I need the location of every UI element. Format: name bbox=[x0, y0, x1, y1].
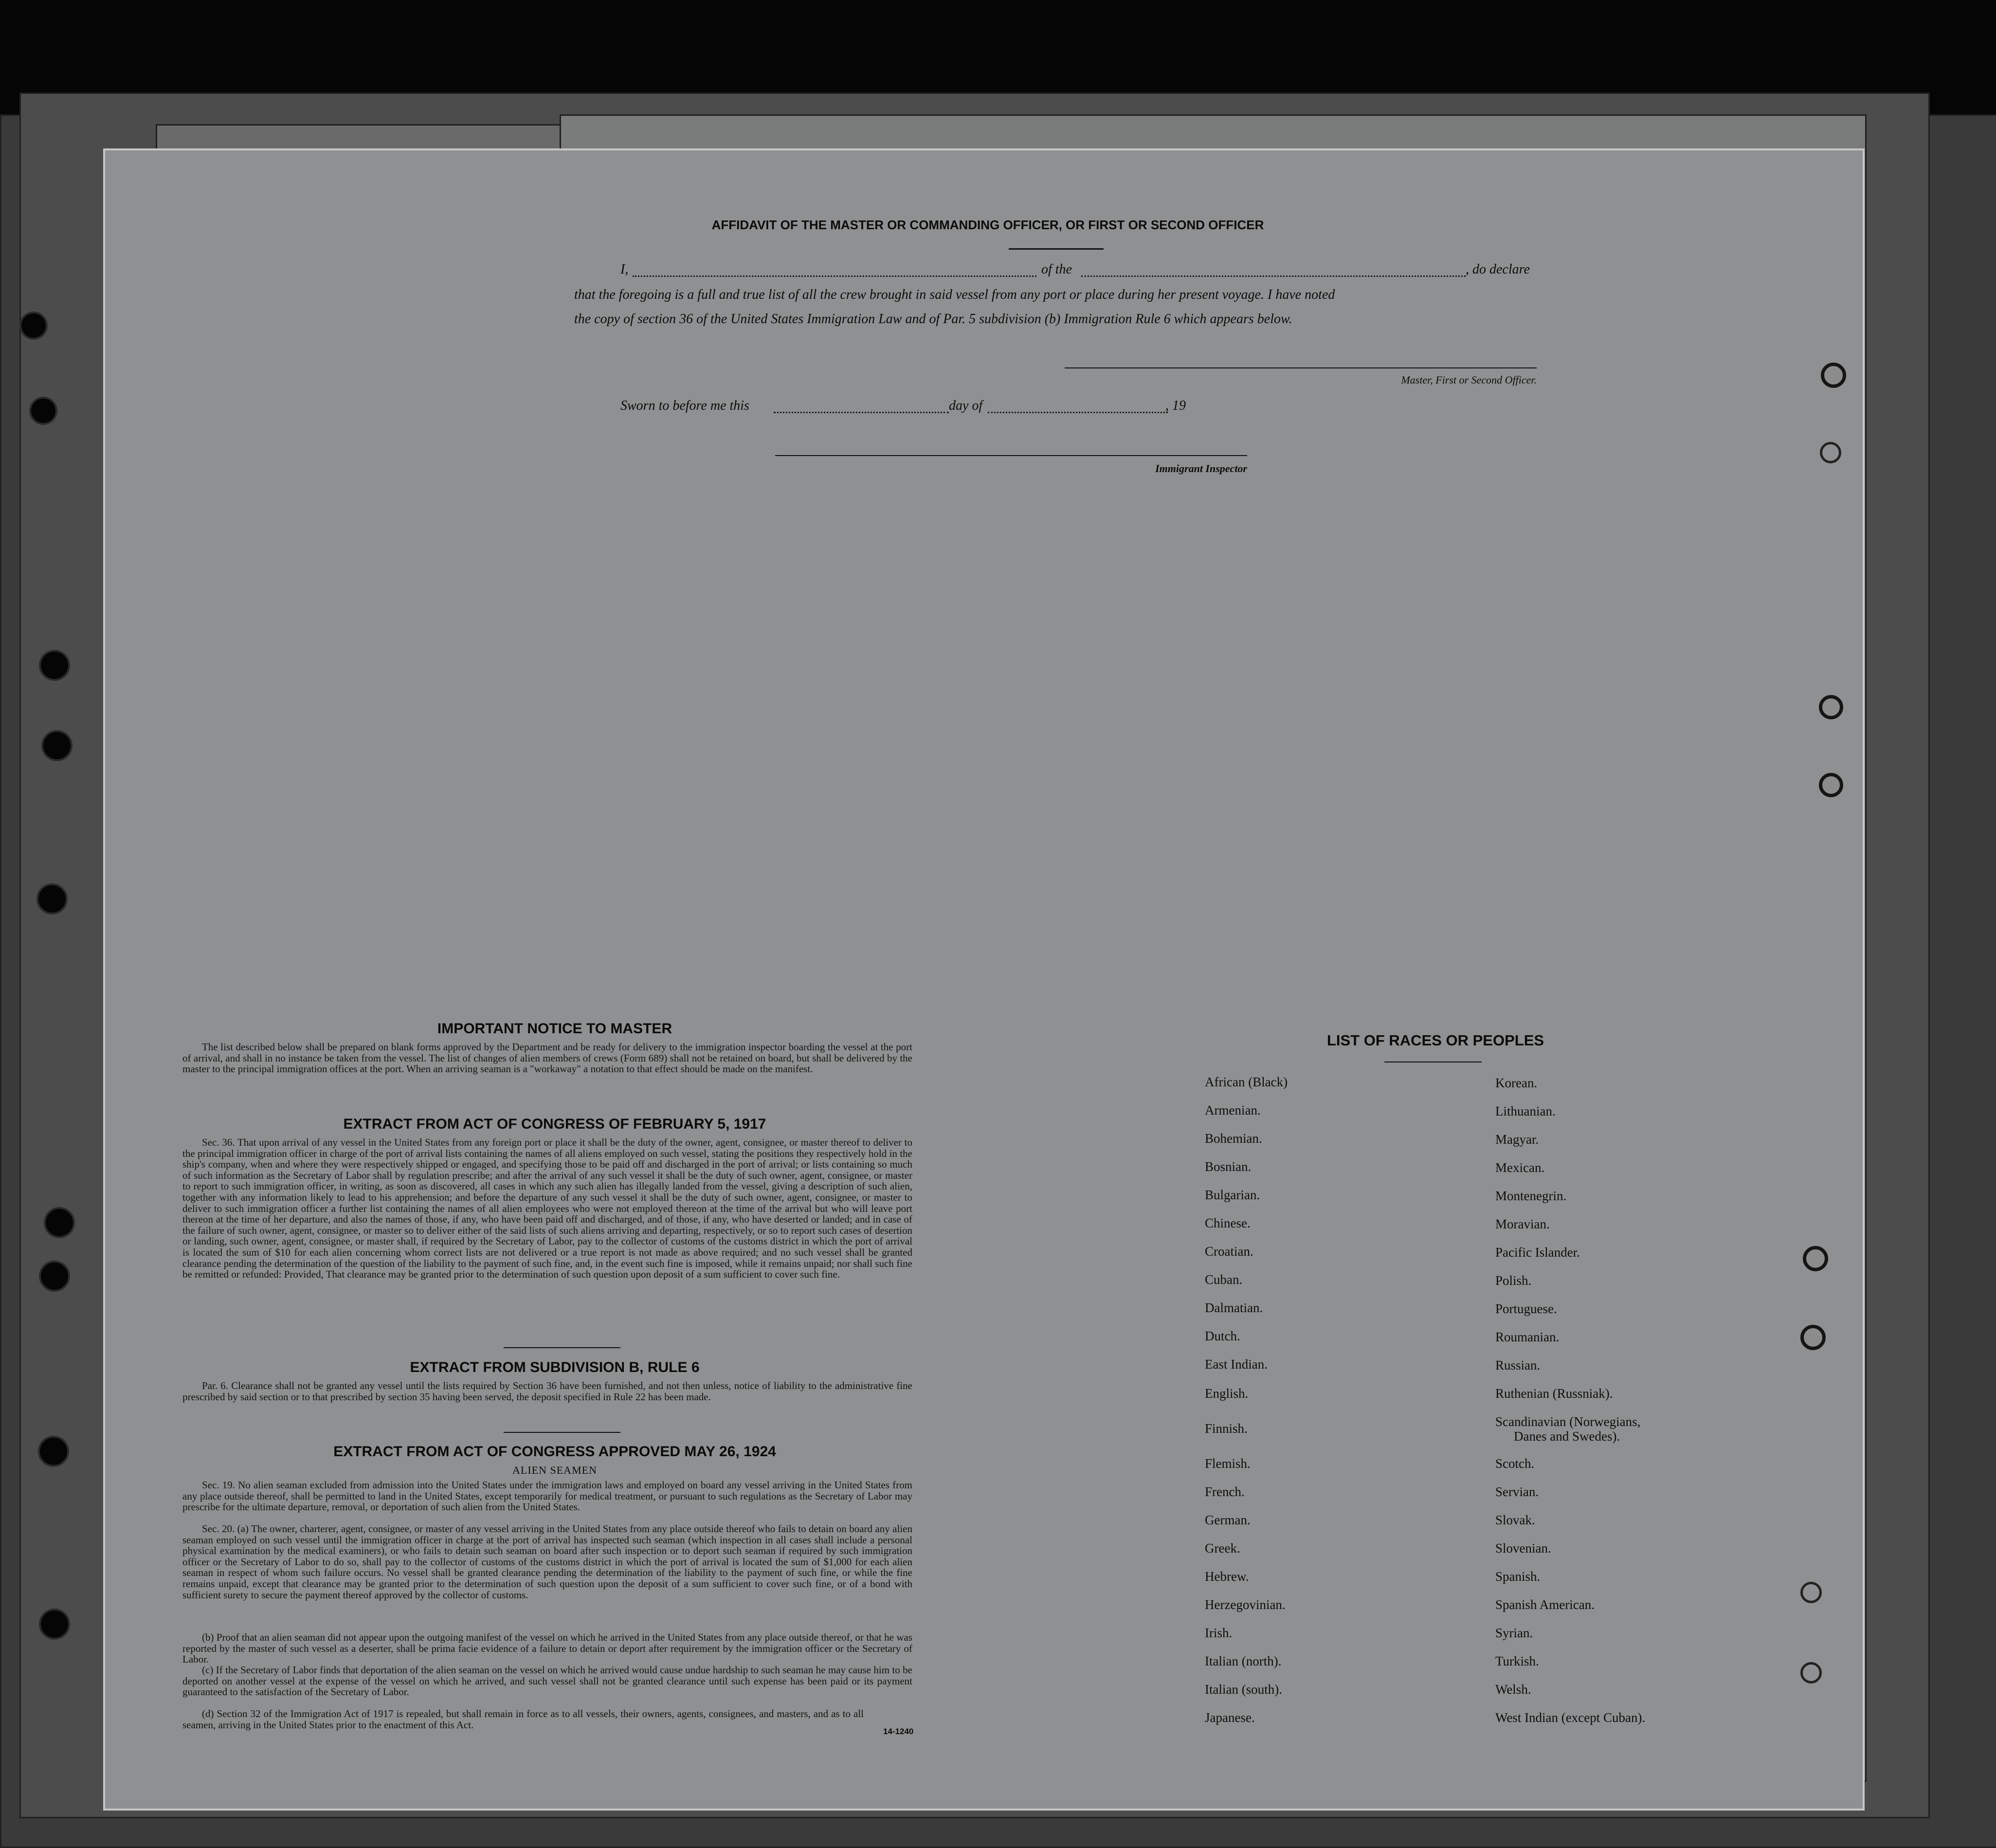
race-item: Dalmatian. bbox=[1205, 1300, 1263, 1315]
extract-1917-title: EXTRACT FROM ACT OF CONGRESS OF FEBRUARY 5, 1917 bbox=[343, 1116, 766, 1132]
race-item: Scotch. bbox=[1495, 1456, 1535, 1471]
master-signature-line bbox=[1065, 367, 1537, 368]
affidavit-line1-i: I, bbox=[620, 262, 629, 277]
binder-hole-right-5 bbox=[1803, 1246, 1828, 1271]
race-item: Korean. bbox=[1495, 1076, 1538, 1090]
race-item: English. bbox=[1205, 1386, 1249, 1401]
extract-1924-sec19: Sec. 19. No alien seaman excluded from admission into the United States under the immigration laws and employed on board any vessel arriving in the United States from any place outside thereof, shall be permitted to land in the United States, except temporarily for medical treatment, or pursuant to such regulations as the Secretary of Labor may prescribe for the ultimate departure, removal, or deportation of such alien from the United States. bbox=[182, 1479, 912, 1513]
extract-1917-rule bbox=[504, 1347, 620, 1348]
binder-hole-right-7 bbox=[1800, 1582, 1822, 1603]
race-item: Dutch. bbox=[1205, 1329, 1240, 1343]
race-item: Japanese. bbox=[1205, 1710, 1255, 1725]
extract-1924-sec20a: Sec. 20. (a) The owner, charterer, agent, consignee, or master of any vessel arriving in the United States from any place outside thereof who fails to detain on board any alien seaman employed on such vessel until the immigration officer in charge at the port of arrival has inspected such seaman (which inspection in all cases shall include a personal physical examination by the medical examiners), or who fails to detain such seaman on board after such inspection or to deport such seaman if required by such immigration officer or the Secretary of Labor to do so, shall pay to the collector of customs of the customs district in which the port of arrival is located the sum of $1,000 for each alien seaman in respect of whom such failure occurs. No vessel shall be granted clearance pending the determination of the liability to the payment of such fine, or while the fine remains unpaid, except that clearance may be granted prior to the determination of such question upon the deposit of a sum sufficient to cover such fine, or of a bond with sufficient surety to secure the payment thereof approved by the collector of customs. bbox=[182, 1523, 912, 1601]
sworn-day-of: day of bbox=[949, 398, 983, 413]
race-item: Polish. bbox=[1495, 1273, 1532, 1288]
binder-hole-left-6 bbox=[38, 1436, 69, 1467]
race-item: Spanish American. bbox=[1495, 1597, 1595, 1612]
race-item: Italian (north). bbox=[1205, 1654, 1282, 1668]
race-item: Servian. bbox=[1495, 1484, 1539, 1499]
race-item: Slovenian. bbox=[1495, 1541, 1551, 1555]
binder-hole-left-5 bbox=[39, 1261, 70, 1292]
race-item: Montenegrin. bbox=[1495, 1189, 1567, 1203]
binder-hole-right-1 bbox=[1821, 363, 1846, 388]
race-item: Armenian. bbox=[1205, 1103, 1261, 1117]
extract-1917-text: Sec. 36. That upon arrival of any vessel in the United States from any foreign port or place it shall be the duty of the owner, agent, consignee, or master thereof to deliver to the principal immigration officer in charge of the port of arrival lists containing the names of all aliens employed on such vessel, stating the positions they respectively hold in the ship's company, when and where they were respectively shipped or engaged, and specifying those to be paid off and discharged in the port of arrival; or lists containing so much of such information as the Secretary of Labor shall by regulation prescribe; and after the arrival of any such vessel it shall be the duty of such owner, agent, consignee, or master to report to such immigration officer, in writing, as soon as discovered, all cases in which any such alien has illegally landed from the vessel, giving a description of such alien, together with any information likely to lead to his apprehension; and before the departure of any such vessel it shall be the duty of such owner, agent, consignee, or master to deliver to such immigration officer a further list containing the names of all alien employees who were not employed thereon at the time of the arrival but who will leave port thereon at the time of her departure, and also the names of those, if any, who have been paid off and discharged, and of those, if any, who have deserted or landed; and in case of the failure of such owner, agent, consignee, or master so to deliver either of the said lists of such aliens arriving and departing, respectively, or so to report such cases of desertion or landing, such owner, agent, consignee, or master shall, if required by the Secretary of Labor, pay to the collector of customs of the customs district in which the port of arrival is located the sum of $10 for each alien concerning whom correct lists are not delivered or a true report is not made as above required; and no such vessel shall be granted clearance pending the determination of the question of the liability to the payment of such fine, and, in the event such fine is imposed, while it remains unpaid; nor shall such fine be remitted or refunded: Provided, That clearance may be granted prior to the determination of such question upon deposit of a sum sufficient to cover such fine. bbox=[182, 1136, 912, 1281]
race-item: Bosnian. bbox=[1205, 1159, 1252, 1174]
affidavit-line1-of-the: of the bbox=[1041, 262, 1072, 277]
affidavit-line3: the copy of section 36 of the United States Immigration Law and of Par. 5 subdivision (b) Immigration Rule 6 which appears below. bbox=[574, 311, 1292, 327]
race-item: French. bbox=[1205, 1484, 1245, 1499]
inspector-signature-line bbox=[775, 455, 1247, 456]
race-item: Greek. bbox=[1205, 1541, 1240, 1555]
sworn-prefix: Sworn to before me this bbox=[620, 398, 749, 413]
race-item: Hebrew. bbox=[1205, 1569, 1249, 1584]
rule6-text: Par. 6. Clearance shall not be granted any vessel until the lists required by Section 36 have been furnished, and not then unless, notice of liability to the administrative fine prescribed by said section or to that prescribed by section 35 having been served, the deposit specified in Rule 22 has been made. bbox=[182, 1380, 912, 1403]
extract-1924-sec20c: (c) If the Secretary of Labor finds that deportation of the alien seaman on the vessel on which he arrived would cause undue hardship to such seaman he may cause him to be deported on another vessel at the expense of the vessel on which he arrived, and such vessel shall not be granted clearance until such expense has been paid or its payment guaranteed to the satisfaction of the Secretary of Labor. bbox=[182, 1664, 912, 1698]
form-number: 14-1240 bbox=[883, 1727, 914, 1736]
races-title: LIST OF RACES OR PEOPLES bbox=[1326, 1032, 1544, 1049]
race-item: Magyar. bbox=[1495, 1132, 1539, 1147]
race-item: Mexican. bbox=[1495, 1160, 1545, 1175]
binder-hole-left-9 bbox=[29, 397, 57, 425]
race-item: Ruthenian (Russniak). bbox=[1495, 1386, 1613, 1401]
affidavit-line2: that the foregoing is a full and true list of all the crew brought in said vessel from any port or place during her present voyage. I have noted bbox=[574, 287, 1335, 302]
race-item: Welsh. bbox=[1495, 1682, 1531, 1697]
extract-1924-sec20d: (d) Section 32 of the Immigration Act of 1917 is repealed, but shall remain in force as to all vessels, their owners, agents, consignees, and masters, and as to all seamen, arriving in the United States prior to the enactment of this Act. bbox=[182, 1708, 864, 1731]
binder-hole-left-4 bbox=[44, 1207, 75, 1238]
race-item: Irish. bbox=[1205, 1626, 1233, 1640]
race-item: Roumanian. bbox=[1495, 1330, 1560, 1344]
extract-1924-subtitle: ALIEN SEAMEN bbox=[512, 1464, 597, 1476]
binder-hole-left-1 bbox=[39, 650, 70, 681]
race-item: Portuguese. bbox=[1495, 1301, 1557, 1316]
master-signature-label: Master, First or Second Officer. bbox=[1401, 374, 1537, 386]
race-item: Bohemian. bbox=[1205, 1131, 1262, 1146]
affidavit-vessel-line bbox=[1081, 275, 1466, 277]
race-item: Scandinavian (Norwegians, bbox=[1495, 1414, 1641, 1429]
race-item: Moravian. bbox=[1495, 1217, 1550, 1231]
race-item: West Indian (except Cuban). bbox=[1495, 1710, 1646, 1725]
binder-hole-left-3 bbox=[36, 883, 68, 915]
binder-hole-right-3 bbox=[1819, 695, 1843, 719]
race-item: Herzegovinian. bbox=[1205, 1597, 1286, 1612]
race-item: Pacific Islander. bbox=[1495, 1245, 1580, 1260]
race-item: Chinese. bbox=[1205, 1216, 1251, 1230]
sworn-month-line bbox=[988, 412, 1168, 413]
extract-1924-sec20b: (b) Proof that an alien seaman did not appear upon the outgoing manifest of the vessel on which he arrived in the United States from any place outside thereof, or that he was reported by the master of such vessel as a deserter, shall be prima facie evidence of a failure to detain or deport after requirement by the immigration officer or the Secretary of Labor. bbox=[182, 1631, 912, 1665]
race-item: Cuban. bbox=[1205, 1272, 1243, 1287]
race-item: Russian. bbox=[1495, 1358, 1541, 1372]
binder-hole-left-8 bbox=[19, 311, 48, 340]
race-item: Slovak. bbox=[1495, 1513, 1535, 1527]
race-item: Spanish. bbox=[1495, 1569, 1541, 1584]
inspector-label: Immigrant Inspector bbox=[1155, 462, 1247, 475]
race-item: Finnish. bbox=[1205, 1421, 1248, 1436]
race-item: Syrian. bbox=[1495, 1626, 1533, 1640]
notice-text: The list described below shall be prepared on blank forms approved by the Department and be ready for delivery to the immigration inspector boarding the vessel at the port of arrival, and shall in no instance be taken from the vessel. The list of changes of alien members of crews (Form 689) shall not be retained on board, but shall be delivered by the master to the principal immigration offices at the port. When an arriving seaman is a "workaway" a notation to that effect should be made on the manifest. bbox=[182, 1041, 912, 1075]
affidavit-name-line bbox=[633, 275, 1036, 277]
race-item: Turkish. bbox=[1495, 1654, 1539, 1668]
race-item: German. bbox=[1205, 1513, 1251, 1527]
binder-hole-right-6 bbox=[1800, 1325, 1826, 1350]
sworn-year: , 19 bbox=[1165, 398, 1186, 413]
race-item: Italian (south). bbox=[1205, 1682, 1282, 1697]
races-title-rule bbox=[1384, 1061, 1482, 1062]
affidavit-line1-declare: , do declare bbox=[1466, 262, 1530, 277]
rule6-rule bbox=[504, 1432, 620, 1433]
affidavit-title-rule bbox=[1009, 248, 1104, 250]
binder-hole-left-7 bbox=[39, 1609, 70, 1640]
extract-1924-title: EXTRACT FROM ACT OF CONGRESS APPROVED MAY 26, 1924 bbox=[333, 1444, 776, 1460]
race-item: Danes and Swedes). bbox=[1514, 1429, 1620, 1444]
race-item: Croatian. bbox=[1205, 1244, 1253, 1259]
binder-hole-right-4 bbox=[1819, 773, 1843, 797]
race-item: East Indian. bbox=[1205, 1357, 1268, 1372]
binder-hole-left-2 bbox=[41, 730, 73, 761]
race-item: Flemish. bbox=[1205, 1456, 1251, 1471]
binder-hole-right-8 bbox=[1800, 1662, 1822, 1683]
notice-title: IMPORTANT NOTICE TO MASTER bbox=[437, 1021, 672, 1037]
sworn-day-line bbox=[774, 412, 949, 413]
race-item: Lithuanian. bbox=[1495, 1104, 1556, 1118]
affidavit-title: AFFIDAVIT OF THE MASTER OR COMMANDING OFFICER, OR FIRST OR SECOND OFFICER bbox=[711, 218, 1264, 232]
binder-hole-right-2 bbox=[1820, 442, 1841, 463]
race-item: Bulgarian. bbox=[1205, 1188, 1260, 1202]
race-item: African (Black) bbox=[1205, 1075, 1288, 1089]
rule6-title: EXTRACT FROM SUBDIVISION B, RULE 6 bbox=[410, 1359, 700, 1375]
